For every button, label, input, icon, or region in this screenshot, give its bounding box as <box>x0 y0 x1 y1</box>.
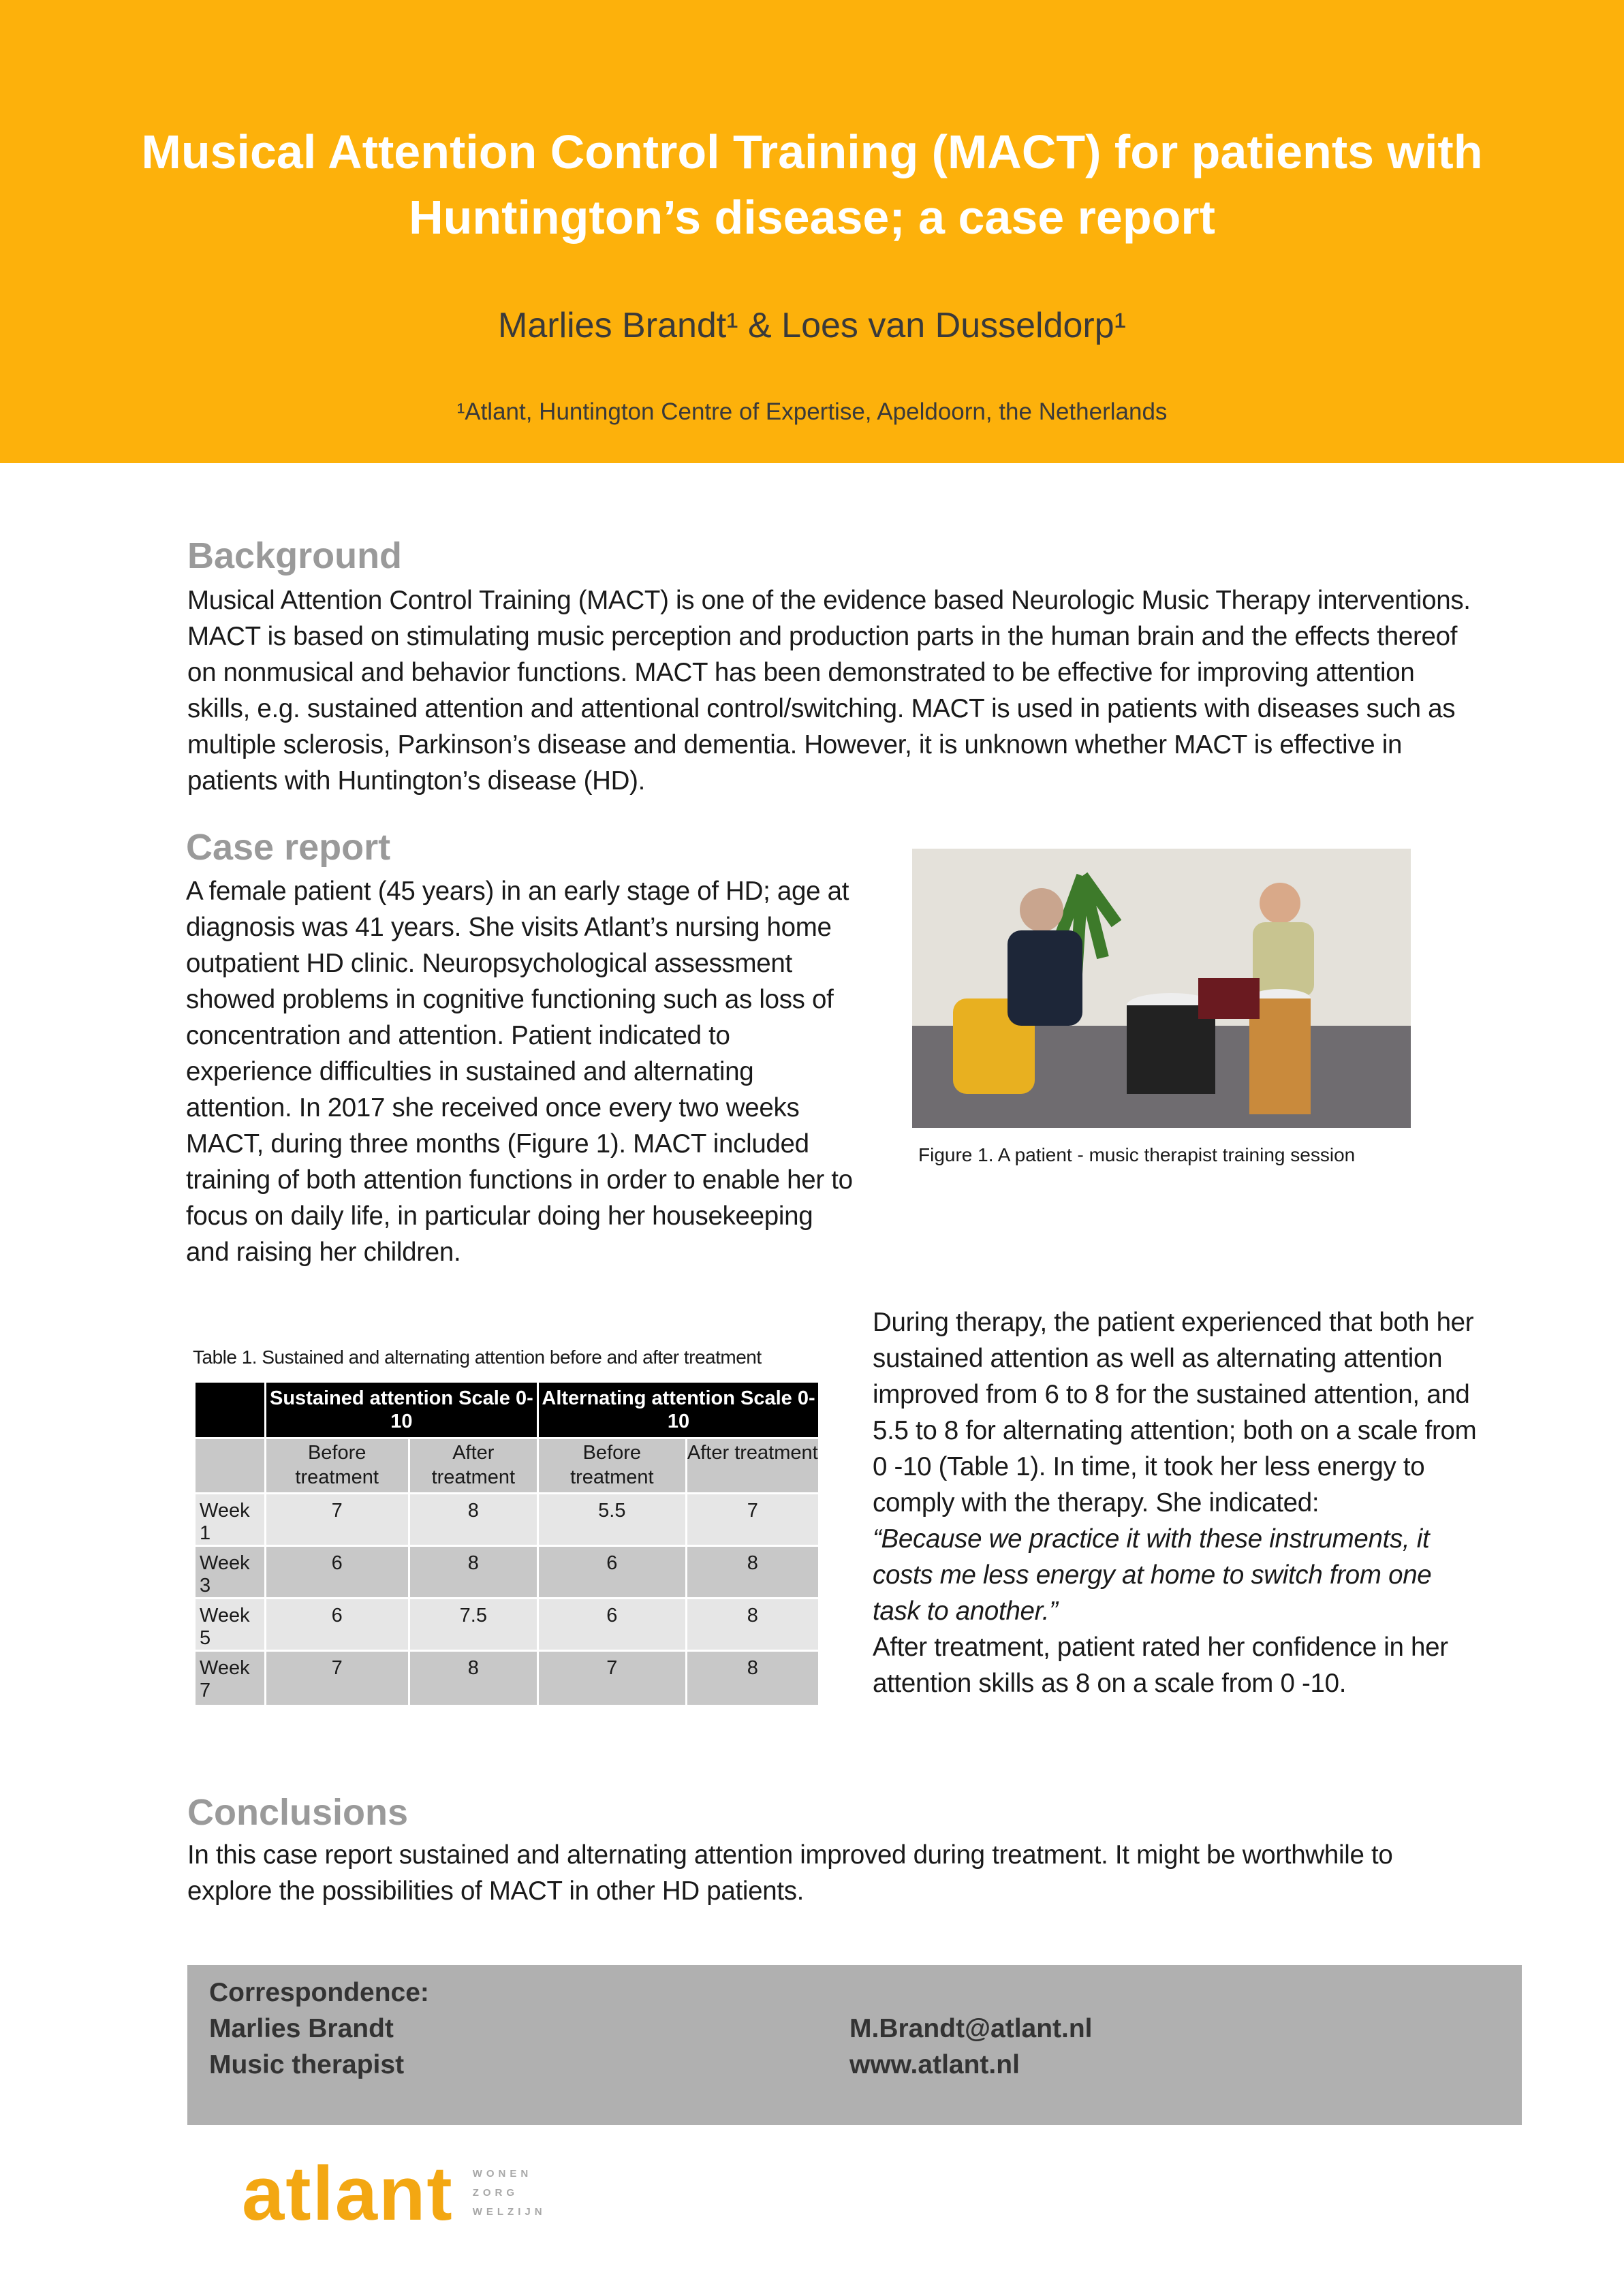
table-row: Week 3 6 8 6 8 <box>196 1547 818 1597</box>
conclusions-text: In this case report sustained and alternating attention improved during treatment. It might be worthwhile to explore the possibilities of MACT in other HD patients. <box>187 1840 1393 1906</box>
results-paragraph-2: After treatment, patient rated her confidence in her attention skills as 8 on a scale from 0 -10. <box>873 1633 1448 1698</box>
conclusions-heading: Conclusions <box>187 1792 409 1833</box>
authors: Marlies Brandt¹ & Loes van Dusseldorp¹ <box>498 306 1126 345</box>
background-heading: Background <box>187 535 403 576</box>
results-text <box>873 1304 1486 1701</box>
therapy-session-photo <box>912 849 1411 1128</box>
poster-title: Musical Attention Control Training (MACT) for patients with Huntington’s disease; a case report <box>141 125 1483 244</box>
email-link[interactable]: M.Brandt@atlant.nl <box>849 2014 1093 2043</box>
attention-table <box>193 1381 820 1707</box>
case-report-heading: Case report <box>186 827 391 868</box>
correspondence-role: Music therapist <box>209 2050 405 2079</box>
case-report-text: A female patient (45 years) in an early stage of HD; age at diagnosis was 41 years. She visits Atlant’s nursing home outpatient HD clinic. Neuropsychological assessment showed problems in cognitive functioning such as loss of concentration and attention. Patient indicated to experience difficulties in sustained and alternating attention. In 2017 she received once every two weeks MACT, during three months (Figure 1). MACT included training of both attention functions in order to enable her to focus on daily life, in particular doing her housekeeping and raising her children. <box>186 877 853 1267</box>
logo-tagline: WELZIJN <box>472 2206 546 2218</box>
logo-wordmark: atlant <box>242 2150 454 2236</box>
background-text: Musical Attention Control Training (MACT) is one of the evidence based Neurologic Music Therapy interventions. MACT is based on stimulating music perception and production parts in the human brain and the effects thereof on nonmusical and behavior functions. MACT has been demonstrated to be effective for improving attention skills, e.g. sustained attention and attentional control/switching. MACT is used in patients with diseases such as multiple sclerosis, Parkinson’s disease and dementia. However, it is unknown whether MACT is effective in patients with Huntington’s disease (HD). <box>187 586 1471 796</box>
correspondence-name: Marlies Brandt <box>209 2014 394 2043</box>
table-row: Week 5 6 7.5 6 8 <box>196 1599 818 1650</box>
affiliation: ¹Atlant, Huntington Centre of Expertise, Apeldoorn, the Netherlands <box>456 398 1168 425</box>
table-row: Week 1 7 8 5.5 7 <box>196 1494 818 1545</box>
figure-caption: Figure 1. A patient - music therapist training session <box>918 1144 1356 1165</box>
table-caption: Table 1. Sustained and alternating attention before and after treatment <box>193 1347 762 1368</box>
logo-tagline: WONEN <box>472 2168 533 2180</box>
correspondence-box <box>187 1965 1522 2125</box>
results-paragraph: During therapy, the patient experienced that both her sustained attention as well as alternating attention improved from 6 to 8 for the sustained attention, and 5.5 to 8 for alternating attention; both on a scale from 0 -10 (Table 1). In time, it took her less energy to comply with the therapy. She indicated: <box>873 1308 1477 1517</box>
logo-tagline: ZORG <box>472 2187 519 2199</box>
patient-quote: “Because we practice it with these instruments, it costs me less energy at home to switch from one task to another.” <box>873 1524 1432 1626</box>
table-subheader-row: Before treatment After treatment Before treatment After treatment <box>196 1439 818 1492</box>
table-row: Week 7 7 8 7 8 <box>196 1652 818 1705</box>
table-header-row: Sustained attention Scale 0-10 Alternating attention Scale 0-10 <box>196 1383 818 1437</box>
website-link[interactable]: www.atlant.nl <box>849 2050 1020 2079</box>
atlant-logo <box>242 2152 546 2234</box>
correspondence-label: Correspondence: <box>209 1978 429 2007</box>
